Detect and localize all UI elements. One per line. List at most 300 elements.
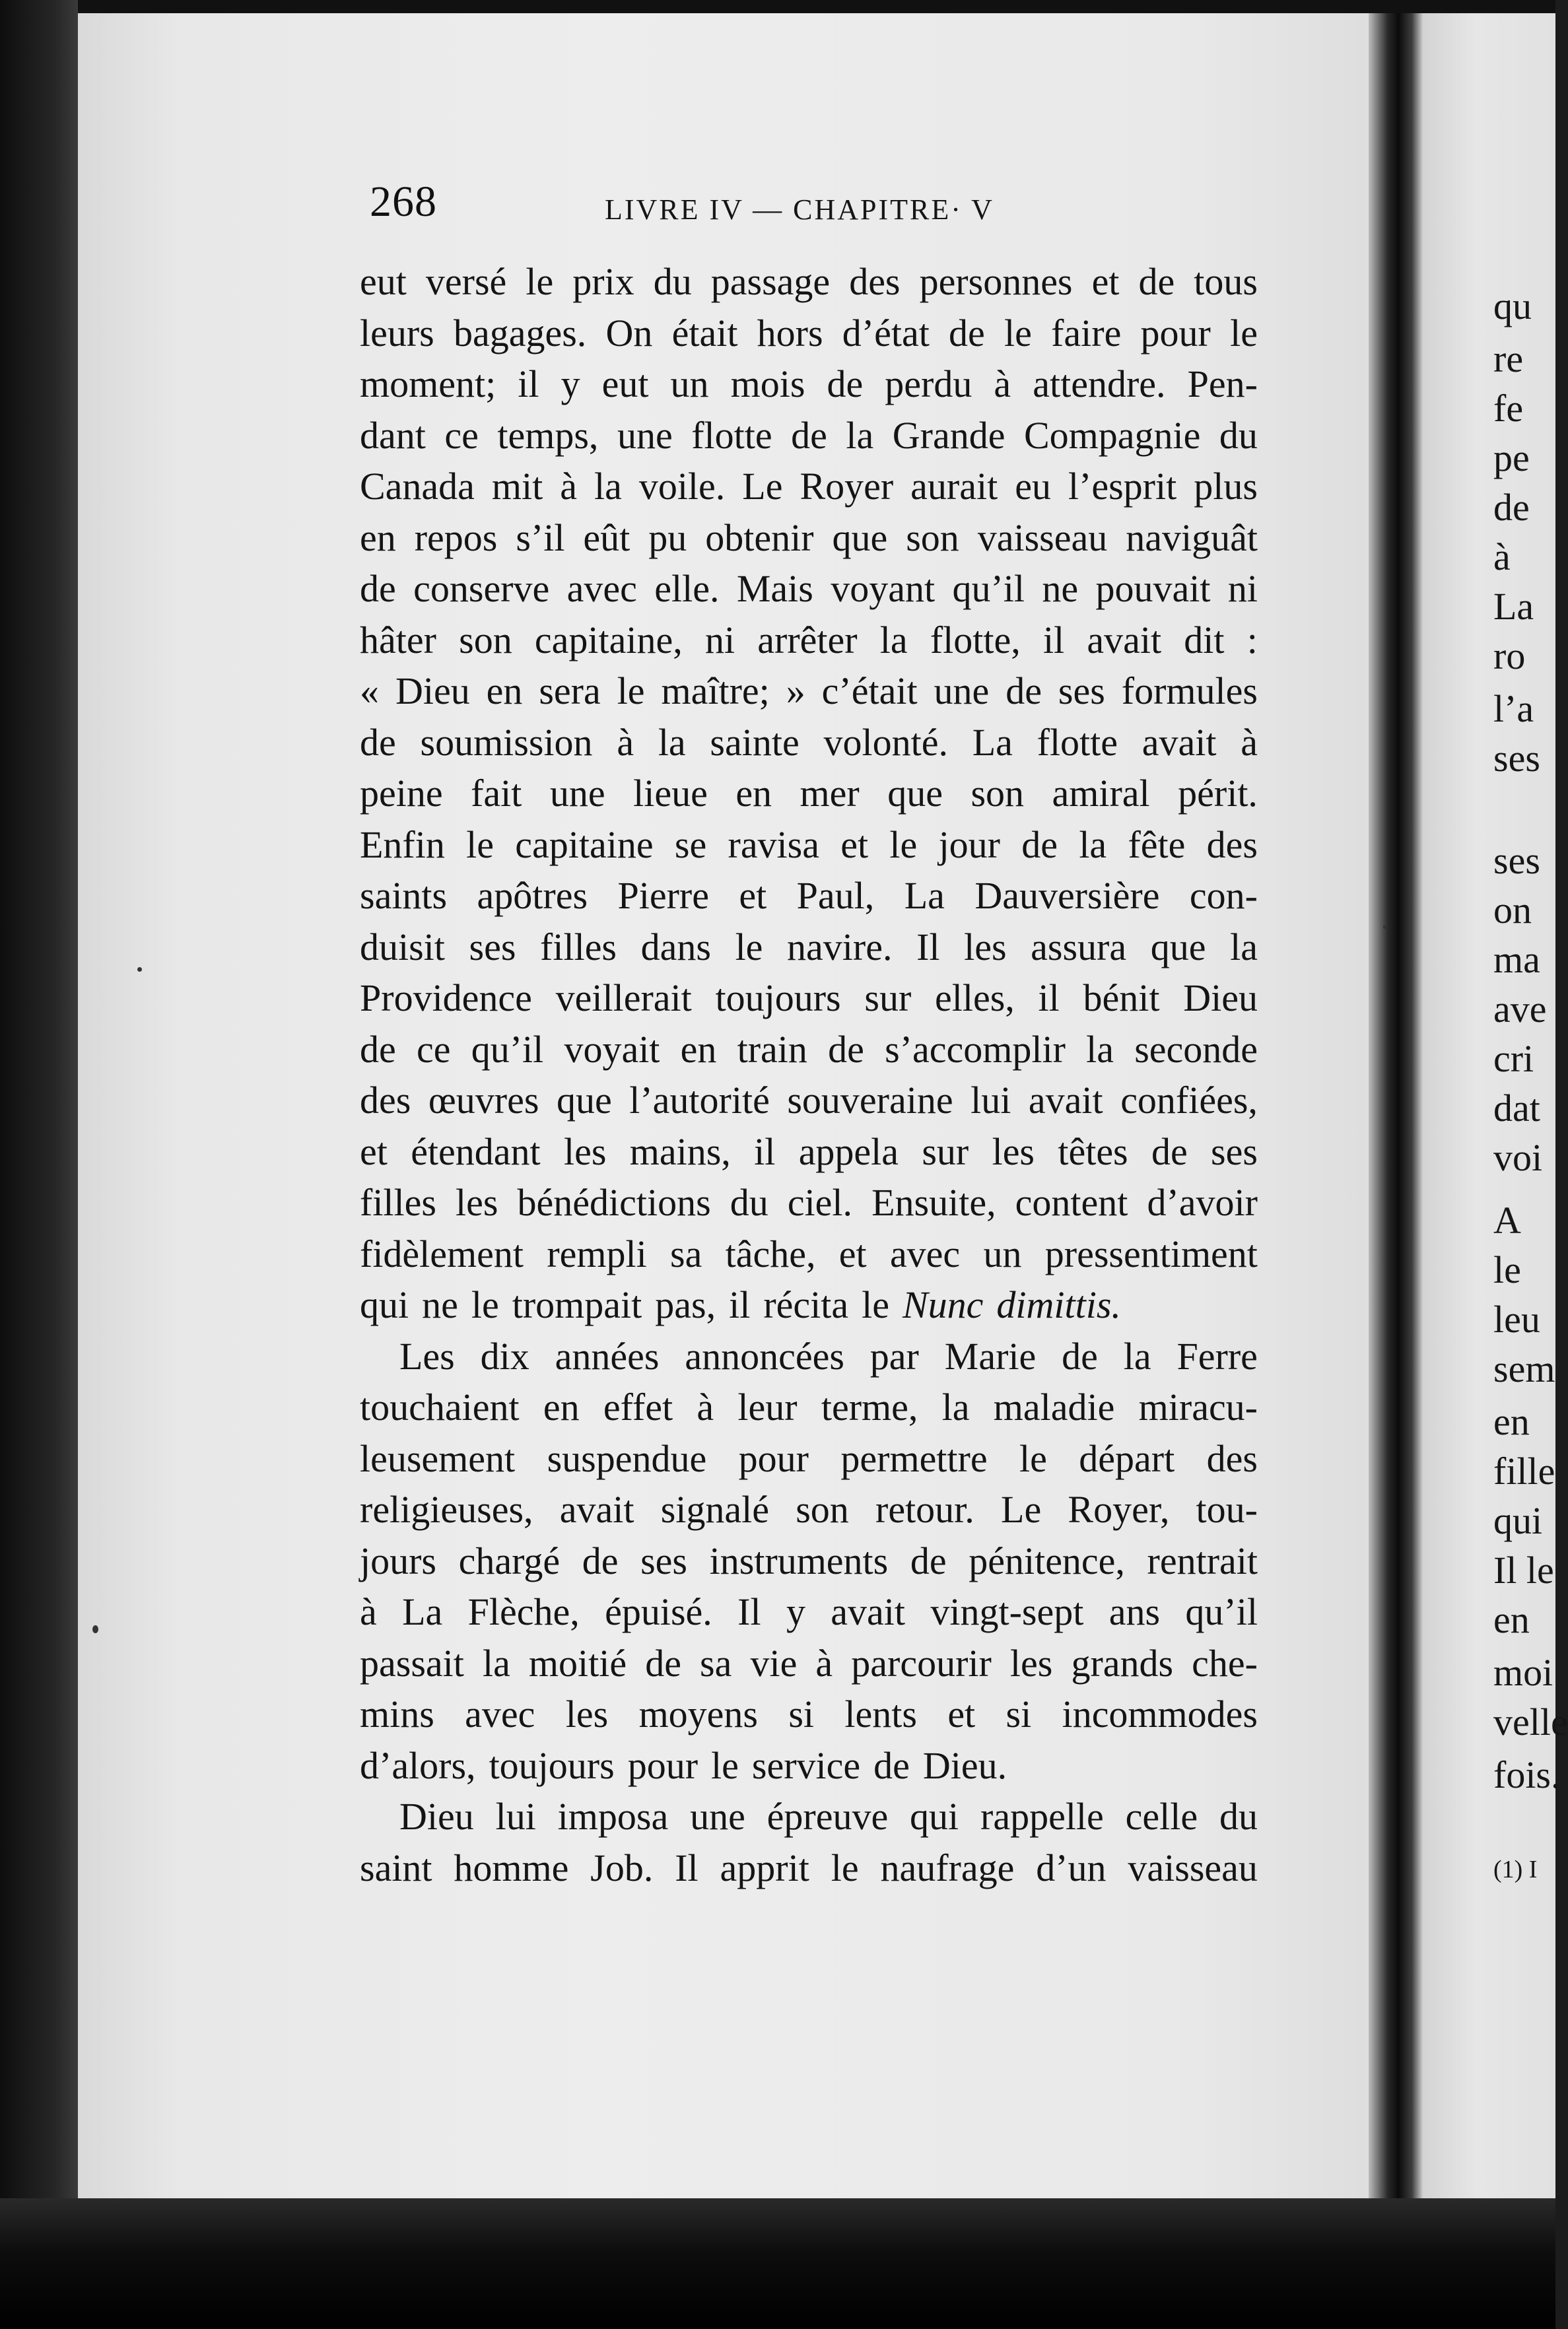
word: d’alors, <box>360 1743 476 1787</box>
text-line <box>360 922 1258 973</box>
text-line <box>360 308 1258 359</box>
word: annoncées <box>685 1334 844 1378</box>
word: de <box>827 362 864 405</box>
facing-page-fragment: ma <box>1493 938 1540 981</box>
word: il <box>754 1130 776 1173</box>
word: avec <box>889 1232 961 1275</box>
word: homme <box>454 1846 569 1889</box>
word: pu <box>648 516 687 559</box>
word: étendant <box>411 1130 541 1173</box>
word: le <box>831 1846 859 1889</box>
word: flotte, <box>930 618 1021 661</box>
word: à <box>815 1641 833 1685</box>
word: tous <box>1194 260 1258 303</box>
word: filles <box>360 1181 436 1224</box>
word: le <box>466 823 494 866</box>
word: repos <box>414 516 498 559</box>
word: de <box>949 311 985 354</box>
word: du <box>1219 1795 1258 1838</box>
word: il <box>1038 976 1060 1019</box>
word: une <box>549 772 605 815</box>
word: apprit <box>720 1846 809 1889</box>
word: flotte <box>1037 720 1118 764</box>
word: le <box>471 1283 499 1326</box>
word: les <box>563 1130 607 1173</box>
text-line <box>360 1689 1258 1740</box>
word: rappelle <box>980 1795 1104 1838</box>
word: pour <box>738 1436 809 1480</box>
word: train <box>737 1027 807 1071</box>
word: récita <box>763 1283 849 1326</box>
word: les <box>1009 1641 1053 1685</box>
word: retour. <box>875 1488 974 1531</box>
word: rempli <box>547 1232 647 1275</box>
word: Dieu <box>1183 976 1258 1019</box>
word: de <box>1021 823 1058 866</box>
text-line <box>360 768 1258 819</box>
word: obtenir <box>705 516 814 559</box>
word: la <box>658 720 686 764</box>
word: de <box>360 567 396 610</box>
word: œuvres <box>428 1079 539 1122</box>
facing-page-fragment: velle <box>1493 1701 1568 1743</box>
word: le <box>711 1743 739 1787</box>
word: épuisé. <box>605 1590 712 1633</box>
word: d’un <box>1036 1846 1107 1889</box>
word: plus <box>1194 465 1258 508</box>
word: grands <box>1071 1641 1174 1685</box>
word: de <box>828 1027 864 1071</box>
word: Pierre <box>617 874 709 917</box>
word: pressentiment <box>1044 1232 1258 1275</box>
facing-page-fragment: fois. <box>1493 1753 1561 1796</box>
word: le <box>1019 1436 1047 1480</box>
word: confiées, <box>1120 1079 1258 1122</box>
word: elle. <box>654 567 720 610</box>
text-line <box>360 1075 1258 1126</box>
word: en <box>735 772 772 815</box>
word: imposa <box>557 1795 669 1838</box>
word: Compagnie <box>1023 413 1201 457</box>
word: le <box>1004 311 1032 354</box>
scan-speck <box>137 967 142 972</box>
word: assura <box>1031 925 1127 968</box>
word: che- <box>1192 1641 1258 1685</box>
text-line <box>360 1177 1258 1229</box>
word: et <box>360 1130 388 1173</box>
word: ni <box>1227 567 1258 610</box>
word: religieuses, <box>360 1488 533 1531</box>
text-line <box>360 1382 1258 1433</box>
word: souveraine <box>787 1079 953 1122</box>
word: arrêter <box>757 618 858 661</box>
running-head: LIVRE IV — CHAPITRE· V <box>605 193 994 226</box>
word: il <box>1042 618 1065 661</box>
word: aurait <box>910 465 998 508</box>
word: versé <box>425 260 507 303</box>
text-line <box>360 1126 1258 1178</box>
word: que <box>887 772 943 815</box>
word: naufrage <box>880 1846 1015 1889</box>
facing-page-fragment: ses <box>1493 839 1540 882</box>
word: que <box>556 1079 612 1122</box>
word: Dauversière <box>974 874 1160 917</box>
word: des <box>1206 1436 1258 1480</box>
word: pour <box>627 1743 699 1787</box>
word: dant <box>360 413 426 457</box>
word: qu’il <box>1185 1590 1258 1633</box>
word: temps, <box>497 413 599 457</box>
word: des <box>360 1079 411 1122</box>
word: de <box>1006 669 1042 712</box>
word: du <box>1219 413 1258 457</box>
word: ses <box>469 925 516 968</box>
word: La <box>402 1590 443 1633</box>
word: pouvait <box>1095 567 1211 610</box>
word: sur <box>864 976 912 1019</box>
word: les <box>456 1181 498 1224</box>
word: duisit <box>360 925 445 968</box>
facing-page-fragment: voi <box>1493 1136 1543 1179</box>
word: sur <box>922 1130 969 1173</box>
word: l’autorité <box>629 1079 770 1122</box>
facing-page-fragment: ses <box>1493 737 1540 780</box>
word: flotte <box>691 413 772 457</box>
body-text <box>360 256 1258 1893</box>
word: d’avoir <box>1147 1181 1258 1224</box>
word: et <box>947 1693 976 1736</box>
word: dimittis. <box>996 1283 1121 1326</box>
word: Royer <box>800 465 894 508</box>
word: leusement <box>360 1436 516 1480</box>
word: la <box>846 413 874 457</box>
word: ce <box>444 413 479 457</box>
text-line <box>360 1791 1258 1842</box>
word: avec <box>465 1693 535 1736</box>
word: maladie <box>993 1386 1115 1429</box>
word: le <box>735 925 763 968</box>
text-line <box>360 1484 1258 1536</box>
text-line <box>360 1024 1258 1075</box>
text-line <box>360 1433 1258 1485</box>
word: trompait <box>512 1283 642 1326</box>
word: Ferre <box>1176 1334 1258 1378</box>
facing-page-fragment: La <box>1493 585 1534 628</box>
text-line <box>360 358 1258 410</box>
word: bénédictions <box>517 1181 711 1224</box>
word: « <box>360 669 379 712</box>
facing-page-fragment: fe <box>1493 387 1524 430</box>
word: du <box>730 1181 768 1224</box>
word: Ensuite, <box>871 1181 996 1224</box>
word: vaisseau <box>1128 1846 1258 1889</box>
scan-top-edge <box>0 0 1555 15</box>
word: lieue <box>633 772 708 815</box>
word: Il <box>916 925 940 968</box>
word: de <box>1062 1334 1098 1378</box>
text-line <box>360 1229 1258 1280</box>
word: jour <box>938 823 1000 866</box>
word: Providence <box>360 976 532 1019</box>
word: ans <box>1108 1590 1161 1633</box>
word: incommodes <box>1062 1693 1258 1736</box>
word: sa <box>700 1641 732 1685</box>
word: la <box>594 465 622 508</box>
word: Canada <box>360 465 475 508</box>
word: leur <box>737 1386 798 1429</box>
word: des <box>849 260 901 303</box>
word: ciel. <box>787 1181 853 1224</box>
word: capitaine <box>515 823 654 866</box>
word: avait <box>1142 720 1217 764</box>
text-line <box>360 410 1258 461</box>
word: les <box>964 925 1007 968</box>
word: parcourir <box>851 1641 992 1685</box>
word: fait <box>471 772 522 815</box>
word: voyant <box>831 567 936 610</box>
word: du <box>653 260 692 303</box>
word: appela <box>798 1130 899 1173</box>
word: elles, <box>935 976 1015 1019</box>
word: La <box>904 874 945 917</box>
word: Le <box>742 465 783 508</box>
word: seconde <box>1134 1027 1258 1071</box>
word: était <box>671 311 738 354</box>
word: conserve <box>413 567 550 610</box>
word: ravisa <box>728 823 819 866</box>
word: de <box>1138 260 1175 303</box>
facing-page-fragment: re <box>1493 337 1524 380</box>
word: formules <box>1121 669 1258 712</box>
word: attendre. <box>1033 362 1166 405</box>
word: Les <box>399 1334 455 1378</box>
word: Mais <box>736 567 813 610</box>
word: volonté. <box>823 720 948 764</box>
word: épreuve <box>767 1795 889 1838</box>
word: de <box>791 413 827 457</box>
word: les <box>992 1130 1035 1173</box>
word: avait <box>1087 618 1162 661</box>
word: son <box>906 516 959 559</box>
facing-page-fragment: moi <box>1493 1651 1553 1694</box>
scan-speck <box>1383 926 1386 929</box>
word: avait <box>1028 1079 1103 1122</box>
word: qu’il <box>471 1027 544 1071</box>
word: et <box>1091 260 1120 303</box>
word: : <box>1246 618 1258 661</box>
word: eût <box>583 516 631 559</box>
word: et <box>838 1232 867 1275</box>
text-line <box>360 1740 1258 1792</box>
word: hors <box>757 311 823 354</box>
word: qu’il <box>952 567 1025 610</box>
word: hâter <box>360 618 436 661</box>
word: années <box>555 1334 660 1378</box>
word: que <box>832 516 888 559</box>
facing-page-fragment: A <box>1493 1199 1521 1242</box>
text-line <box>360 972 1258 1024</box>
facing-page-fragment: Il le <box>1493 1549 1554 1592</box>
word: y <box>786 1590 805 1633</box>
word: s’il <box>516 516 565 559</box>
word: le <box>617 669 645 712</box>
word: suspendue <box>547 1436 707 1480</box>
word: soumission <box>420 720 593 764</box>
word: mois <box>730 362 805 405</box>
word: en <box>360 516 396 559</box>
word: la <box>1086 1027 1114 1071</box>
word: Le <box>1001 1488 1042 1531</box>
text-line <box>360 870 1258 922</box>
word: peine <box>360 772 443 815</box>
word: tâche, <box>725 1232 816 1275</box>
word: perdu <box>885 362 972 405</box>
word: Royer, <box>1068 1488 1170 1531</box>
word: amiral <box>1052 772 1150 815</box>
word: Dieu. <box>922 1743 1007 1787</box>
text-line <box>360 1331 1258 1382</box>
word: dans <box>640 925 711 968</box>
word: en <box>543 1386 580 1429</box>
facing-page-fragment: l’a <box>1493 687 1534 730</box>
facing-page-fragment: ave <box>1493 988 1547 1030</box>
word: effet <box>603 1386 673 1429</box>
facing-page-fragment: dat <box>1493 1087 1540 1130</box>
text-line <box>360 1536 1258 1587</box>
word: celle <box>1125 1795 1198 1838</box>
word: que <box>1150 925 1206 968</box>
word: son <box>459 618 512 661</box>
word: ses <box>640 1539 687 1582</box>
word: prix <box>572 260 634 303</box>
word: voile. <box>638 465 726 508</box>
facing-page-fragment: en <box>1493 1598 1530 1641</box>
scan-speck <box>92 1625 98 1633</box>
word: un <box>670 362 709 405</box>
word: vie <box>750 1641 798 1685</box>
word: Nunc <box>902 1283 984 1326</box>
word: ne <box>1042 567 1079 610</box>
word: Pen- <box>1187 362 1258 405</box>
facing-page-fragment: fille <box>1493 1450 1555 1493</box>
word: les <box>565 1693 609 1736</box>
word: voyait <box>564 1027 660 1071</box>
word: Paul, <box>796 874 875 917</box>
word: mains, <box>629 1130 731 1173</box>
word: bagages. <box>453 311 587 354</box>
word: maître; <box>661 669 770 712</box>
word: Grande <box>892 413 1006 457</box>
word: mer <box>800 772 860 815</box>
word: la <box>1230 925 1258 968</box>
word: par <box>869 1334 919 1378</box>
word: mins <box>360 1693 434 1736</box>
facing-page-fragment: leu <box>1493 1298 1540 1341</box>
word: son <box>796 1488 849 1531</box>
word: un <box>983 1232 1022 1275</box>
text-line <box>360 461 1258 512</box>
word: moitié <box>528 1641 627 1685</box>
facing-page-fragment: on <box>1493 889 1532 931</box>
word: et <box>739 874 767 917</box>
word: jours <box>360 1539 436 1582</box>
word: si <box>788 1693 815 1736</box>
word: la <box>941 1386 970 1429</box>
book-gutter <box>1369 13 1423 2205</box>
word: filles <box>540 925 617 968</box>
word: lui <box>495 1795 536 1838</box>
word: chargé <box>458 1539 561 1582</box>
text-line <box>360 1586 1258 1638</box>
word: à <box>560 465 577 508</box>
word: bénit <box>1083 976 1160 1019</box>
facing-page-fragment: en <box>1493 1400 1530 1443</box>
word: content <box>1015 1181 1128 1224</box>
word: lui <box>971 1079 1011 1122</box>
word: en <box>680 1027 717 1071</box>
word: d’état <box>842 311 930 354</box>
word: service <box>751 1743 861 1787</box>
word: navire. <box>787 925 893 968</box>
word: c’était <box>821 669 918 712</box>
text-line <box>360 1842 1258 1894</box>
scan-bottom-edge <box>0 2198 1555 2329</box>
word: têtes <box>1058 1130 1128 1173</box>
word: si <box>1006 1693 1032 1736</box>
word: La <box>972 720 1013 764</box>
word: Il <box>737 1590 761 1633</box>
word: vingt-sept <box>930 1590 1084 1633</box>
word: de <box>582 1539 619 1582</box>
word: leurs <box>360 311 434 354</box>
text-line <box>360 1279 1258 1331</box>
word: le <box>862 1283 889 1326</box>
word: veillerait <box>555 976 692 1019</box>
word: dit <box>1184 618 1225 661</box>
word: avait <box>559 1488 634 1531</box>
word: de <box>360 1027 396 1071</box>
word: de <box>1151 1130 1188 1173</box>
facing-page-fragment: de <box>1493 486 1530 529</box>
word: eut <box>360 260 407 303</box>
facing-page-fragment: pe <box>1493 436 1530 479</box>
facing-page-fragment: (1) I <box>1493 1856 1538 1883</box>
word: qui <box>910 1795 959 1838</box>
word: Flèche, <box>467 1590 580 1633</box>
word: vaisseau <box>977 516 1108 559</box>
text-line <box>360 1638 1258 1689</box>
word: toujours <box>715 976 841 1019</box>
word: une <box>617 413 673 457</box>
word: à <box>617 720 634 764</box>
word: avait <box>831 1590 906 1633</box>
word: faire <box>1051 311 1122 354</box>
text-line <box>360 615 1258 666</box>
word: eut <box>601 362 649 405</box>
word: départ <box>1079 1436 1175 1480</box>
word: ses <box>1058 669 1105 712</box>
word: fidèlement <box>360 1232 524 1275</box>
word: tou- <box>1196 1488 1258 1531</box>
word: de <box>910 1539 947 1582</box>
facing-page-fragment: le <box>1493 1248 1521 1291</box>
word: s’accomplir <box>885 1027 1066 1071</box>
word: des <box>1206 823 1258 866</box>
word: dix <box>480 1334 529 1378</box>
word: saints <box>360 874 448 917</box>
word: l’esprit <box>1068 465 1177 508</box>
word: le <box>889 823 918 866</box>
